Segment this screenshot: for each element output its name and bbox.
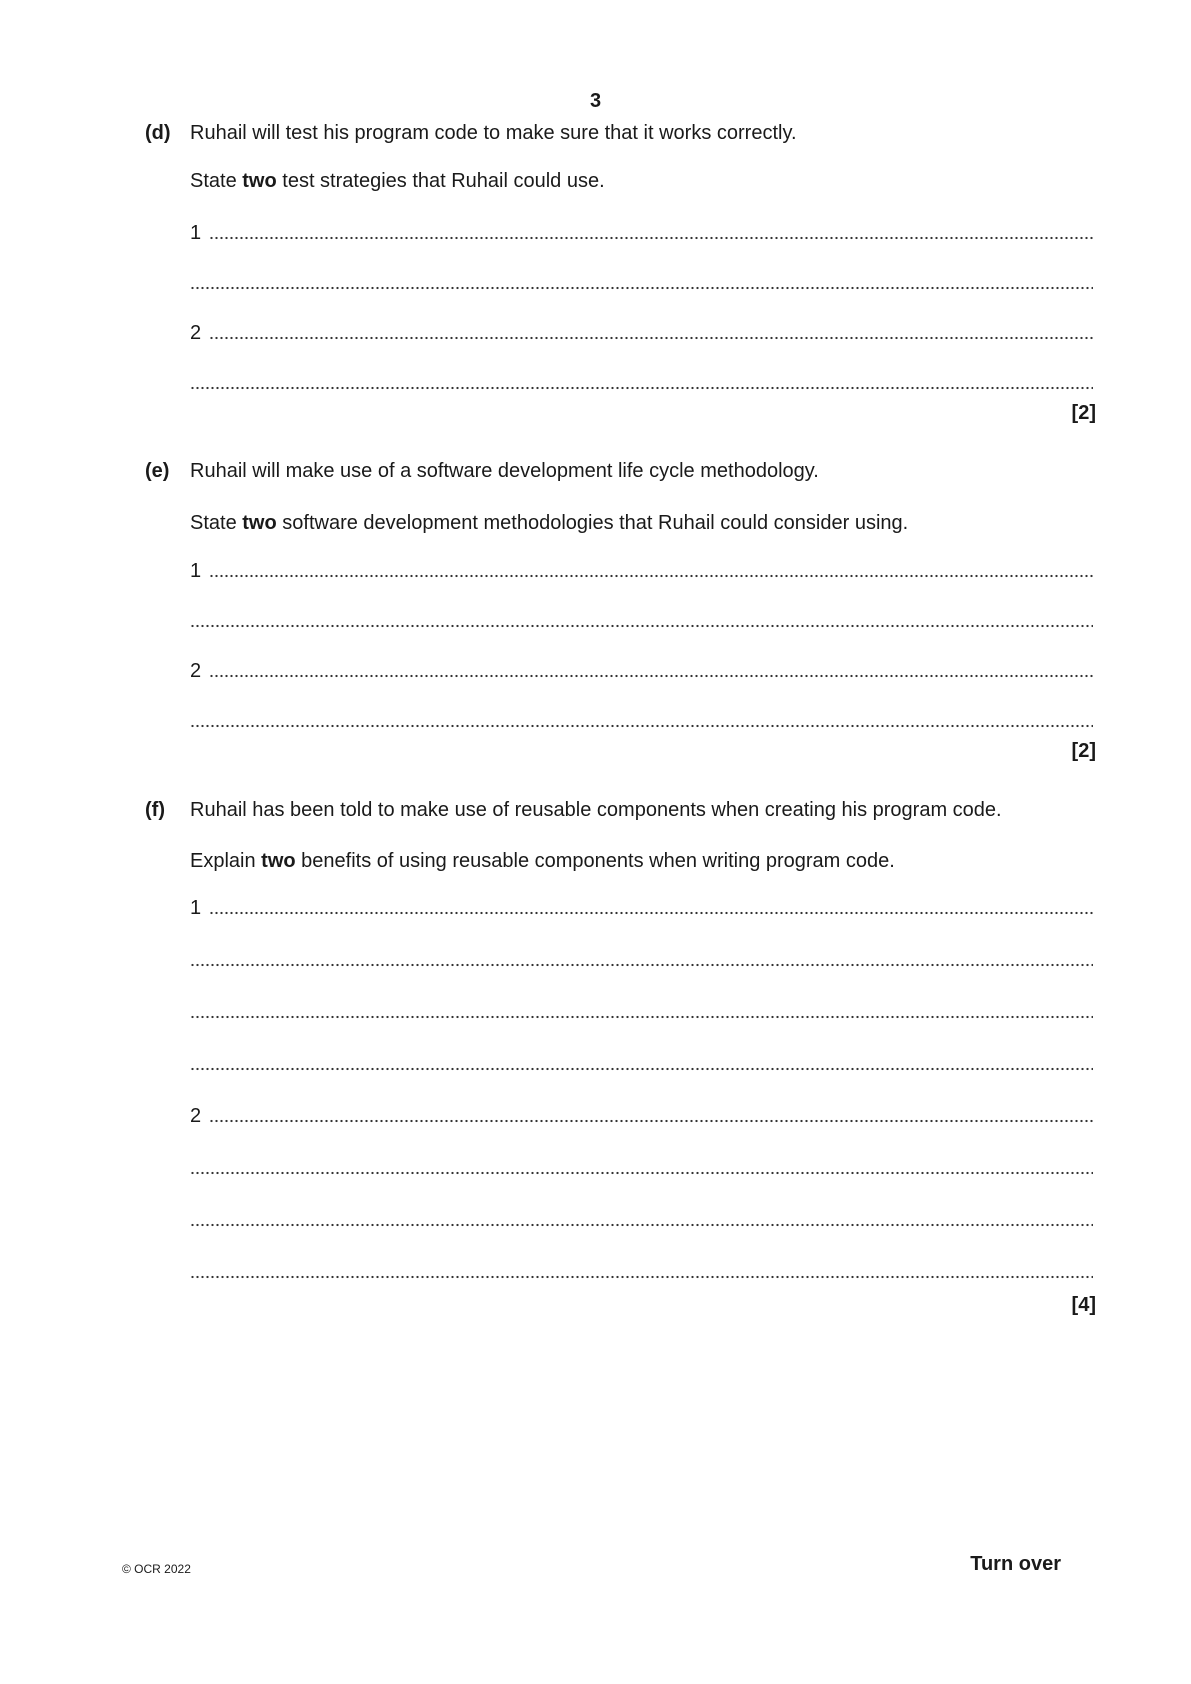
dotted-line bbox=[190, 724, 1093, 728]
answer-line[interactable] bbox=[190, 1207, 1093, 1233]
answer-line[interactable] bbox=[190, 608, 1093, 634]
dotted-line bbox=[209, 574, 1093, 578]
answer-line[interactable] bbox=[190, 658, 1093, 684]
page-number: 3 bbox=[589, 90, 602, 112]
dotted-line bbox=[190, 1275, 1093, 1279]
answer-number: 2 bbox=[190, 1105, 202, 1127]
answer-line[interactable] bbox=[190, 558, 1093, 584]
answer-line[interactable] bbox=[190, 1103, 1093, 1129]
dotted-line bbox=[209, 236, 1093, 240]
dotted-line bbox=[190, 1171, 1093, 1175]
copyright-notice: © OCR 2022 bbox=[122, 1562, 191, 1576]
answer-number: 2 bbox=[190, 660, 202, 682]
dotted-line bbox=[190, 386, 1093, 390]
question-text: Ruhail has been told to make use of reusable components when creating his program code. bbox=[190, 799, 1002, 821]
question-label: (f) bbox=[145, 799, 165, 821]
answer-line[interactable] bbox=[190, 1259, 1093, 1285]
answer-number: 1 bbox=[190, 222, 202, 244]
answer-line[interactable] bbox=[190, 270, 1093, 296]
question-text: Ruhail will make use of a software development life cycle methodology. bbox=[190, 460, 819, 482]
dotted-line bbox=[190, 1015, 1093, 1019]
question-instruction: State two software development methodologies that Ruhail could consider using. bbox=[190, 512, 909, 534]
marks-label: [2] bbox=[1071, 402, 1096, 424]
dotted-line bbox=[190, 286, 1093, 290]
answer-line[interactable] bbox=[190, 1155, 1093, 1181]
answer-line[interactable] bbox=[190, 895, 1093, 921]
dotted-line bbox=[190, 624, 1093, 628]
question-instruction: State two test strategies that Ruhail could use. bbox=[190, 170, 605, 192]
dotted-line bbox=[209, 1119, 1093, 1123]
question-text: Ruhail will test his program code to make sure that it works correctly. bbox=[190, 122, 797, 144]
turn-over-label: Turn over bbox=[970, 1553, 1061, 1575]
dotted-line bbox=[209, 911, 1093, 915]
question-instruction: Explain two benefits of using reusable components when writing program code. bbox=[190, 850, 895, 872]
answer-number: 2 bbox=[190, 322, 202, 344]
dotted-line bbox=[209, 674, 1093, 678]
answer-line[interactable] bbox=[190, 708, 1093, 734]
dotted-line bbox=[209, 336, 1093, 340]
answer-line[interactable] bbox=[190, 320, 1093, 346]
answer-number: 1 bbox=[190, 560, 202, 582]
dotted-line bbox=[190, 963, 1093, 967]
answer-line[interactable] bbox=[190, 220, 1093, 246]
answer-number: 1 bbox=[190, 897, 202, 919]
question-label: (e) bbox=[145, 460, 170, 482]
answer-line[interactable] bbox=[190, 1051, 1093, 1077]
answer-line[interactable] bbox=[190, 370, 1093, 396]
question-label: (d) bbox=[145, 122, 171, 144]
answer-line[interactable] bbox=[190, 947, 1093, 973]
answer-line[interactable] bbox=[190, 999, 1093, 1025]
dotted-line bbox=[190, 1067, 1093, 1071]
marks-label: [4] bbox=[1071, 1294, 1096, 1316]
dotted-line bbox=[190, 1223, 1093, 1227]
marks-label: [2] bbox=[1071, 740, 1096, 762]
